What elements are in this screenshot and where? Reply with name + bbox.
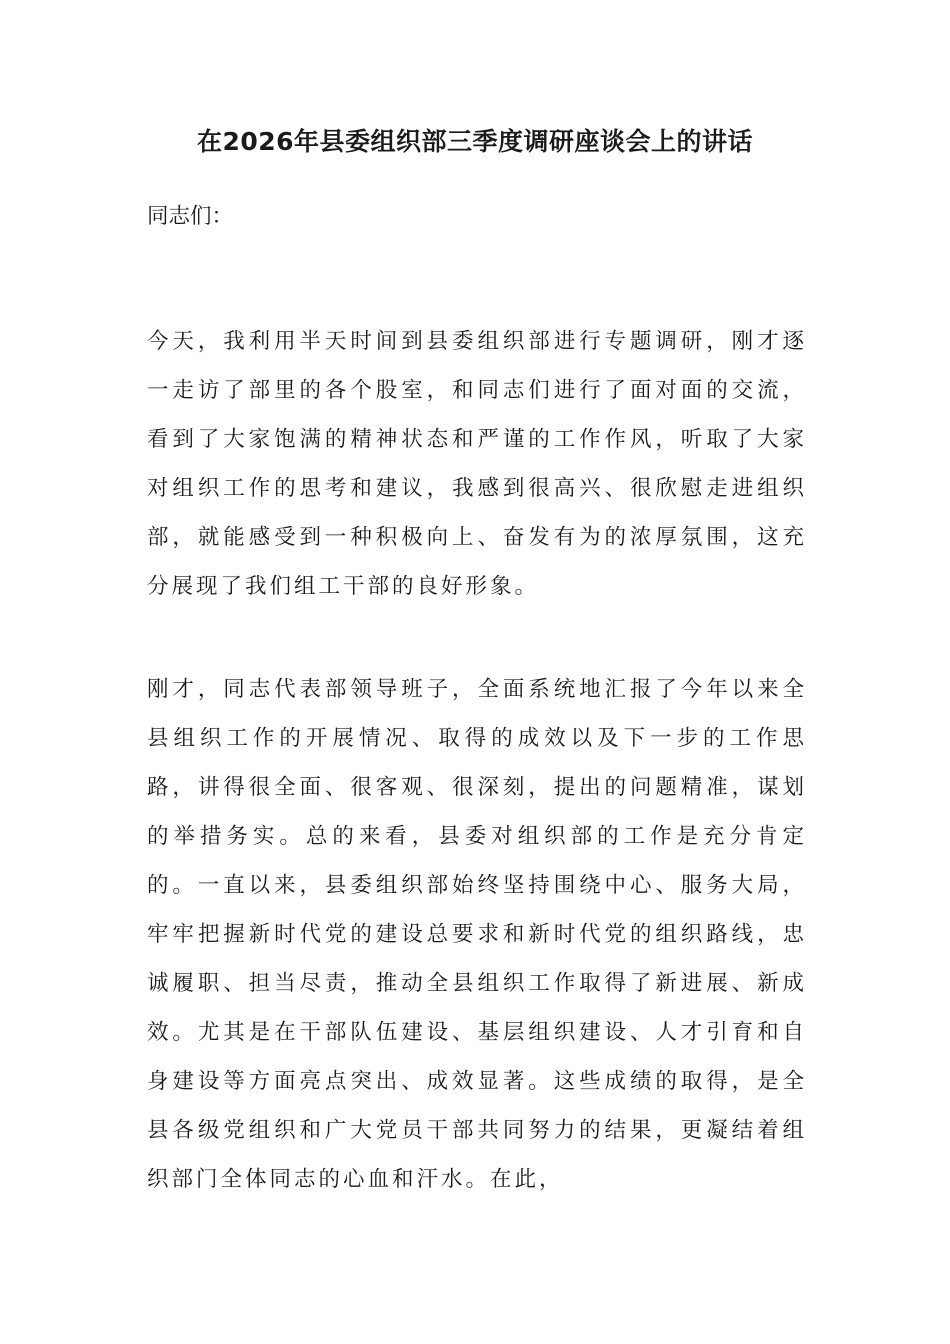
paragraph-1: 今天，我利用半天时间到县委组织部进行专题调研，刚才逐一走访了部里的各个股室，和同志们进行了面对面的交流，看到了大家饱满的精神状态和严谨的工作作风，听取了大家对组织工作的思考和建议，我感到很高兴、很欣慰走进组织部，就能感受到一种积极向上、奋发有为的浓厚氛围，这充分展现了我们组工干部的良好形象。	[147, 329, 807, 599]
salutation: 同志们：	[147, 204, 234, 229]
paragraph-2: 刚才，同志代表部领导班子，全面系统地汇报了今年以来全县组织工作的开展情况、取得的成效以及下一步的工作思路，讲得很全面、很客观、很深刻，提出的问题精准，谋划的举措务实。总的来看，县委对组织部的工作是充分肯定的。一直以来，县委组织部始终坚持围绕中心、服务大局，牢牢把握新时代党的建设总要求和新时代党的组织路线，忠诚履职、担当尽责，推动全县组织工作取得了新进展、新成效。尤其是在干部队伍建设、基层组织建设、人才引育和自身建设等方面亮点突出、成效显著。这些成绩的取得，是全县各级党组织和广大党员干部共同努力的结果，更凝结着组织部门全体同志的心血和汗水。在此，	[147, 677, 807, 1192]
document-title: 在2026年县委组织部三季度调研座谈会上的讲话	[196, 127, 754, 156]
